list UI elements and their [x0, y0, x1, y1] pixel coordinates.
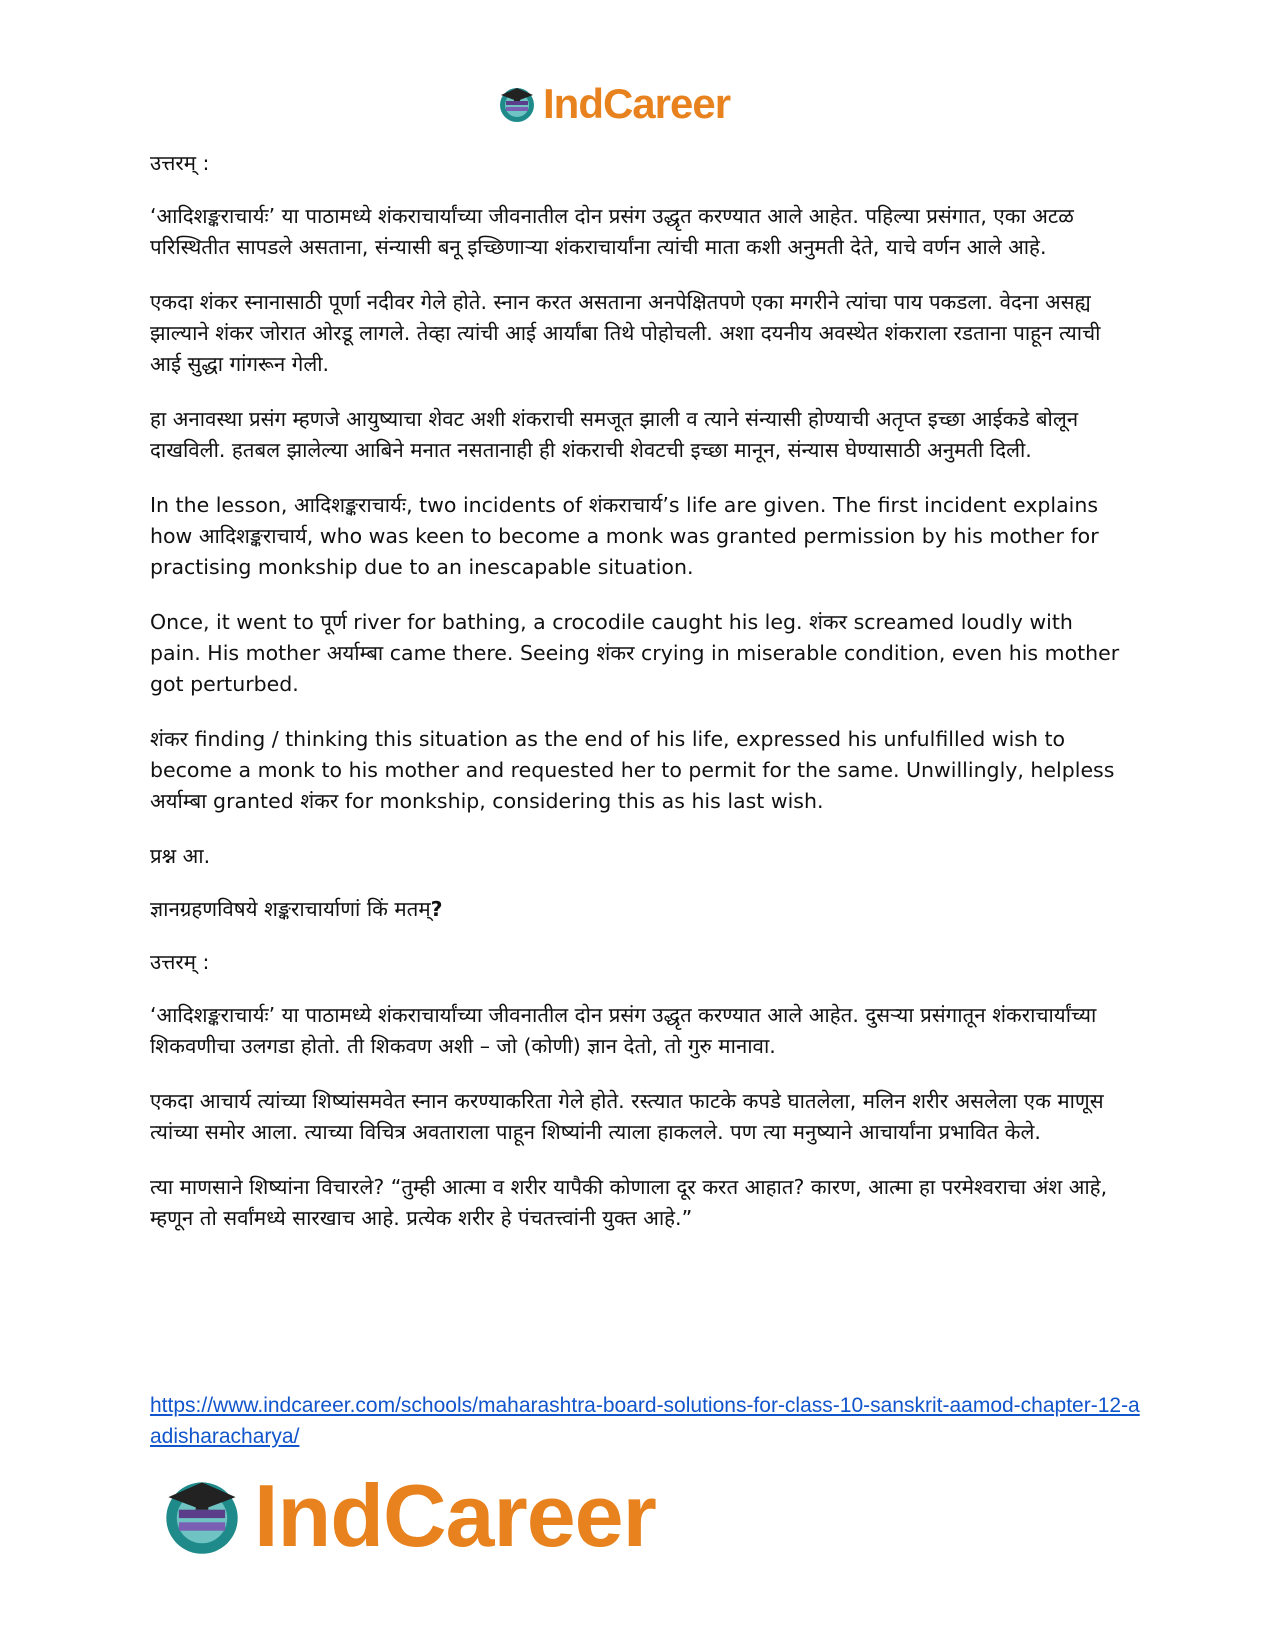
footer-logo	[160, 1465, 656, 1567]
answer-label: उत्तरम् :	[150, 151, 210, 175]
logo-text: IndCareer	[254, 1466, 656, 1565]
paragraph: ‘आदिशङ्कराचार्यः’ या पाठामध्ये शंकराचार्यांच्या जीवनातील दोन प्रसंग उद्धृत करण्यात आले आहेत. पहिल्या प्रसंगात, एका अटळ परिस्थितीत सापडले असताना, संन्यासी बनू इच्छिणाऱ्या शंकराचार्यांना त्यांची माता कशी अनुमती देते, याचे वर्णन आले आहे.	[150, 204, 1074, 259]
graduate-cap-icon	[160, 1474, 244, 1558]
document-body	[150, 148, 1130, 1258]
paragraph: ‘आदिशङ्कराचार्यः’ या पाठामध्ये शंकराचार्यांच्या जीवनातील दोन प्रसंग उद्धृत करण्यात आले आहेत. दुसऱ्या प्रसंगातून शंकराचार्यांच्या शिकवणीचा उलगडा होतो. ती शिकवण अशी – जो (कोणी) ज्ञान देतो, तो गुरु मानावा.	[150, 1003, 1097, 1058]
paragraph: त्या माणसाने शिष्यांना विचारले? “तुम्ही आत्मा व शरीर यापैकी कोणाला दूर करत आहात? कारण, आत्मा हा परमेश्वराचा अंश आहे, म्हणून तो सर्वांमध्ये सारखाच आहे. प्रत्येक शरीर हे पंचतत्त्वांनी युक्त आहे.”	[150, 1175, 1108, 1230]
paragraph: एकदा शंकर स्नानासाठी पूर्णा नदीवर गेले होते. स्नान करत असताना अनपेक्षितपणे एका मगरीने त्यांचा पाय पकडला. वेदना असह्य झाल्याने शंकर जोरात ओरडू लागले. तेव्हा त्यांची आई आर्यांबा तिथे पोहोचली. अशा दयनीय अवस्थेत शंकराला रडताना पाहून त्याची आई सुद्धा गांगरून गेली.	[150, 290, 1101, 376]
source-link[interactable]: https://www.indcareer.com/schools/maharashtra-board-solutions-for-class-10-sanskrit-aamod-chapter-12-aadisharacharya/	[150, 1394, 1140, 1448]
question-label: प्रश्न आ.	[150, 844, 211, 868]
paragraph-english: In the lesson, आदिशङ्कराचार्यः, two incidents of शंकराचार्य’s life are given. The first incident explains how आदिशङ्कराचार्य, who was keen to become a monk was granted permission by his mother for practising monkship due to an inescapable situation.	[150, 493, 1099, 579]
logo-text: IndCareer	[543, 80, 731, 127]
paragraph-english: शंकर finding / thinking this situation as the end of his life, expressed his unfulfilled wish to become a monk to his mother and requested her to permit for the same. Unwillingly, helpless अर्याम्बा granted शंकर for monkship, considering this as his last wish.	[150, 727, 1115, 813]
question-text	[150, 894, 1130, 925]
paragraph-english: Once, it went to पूर्ण river for bathing, a crocodile caught his leg. शंकर screamed loudly with pain. His mother अर्याम्बा came there. Seeing शंकर crying in miserable condition, even his mother got perturbed.	[150, 610, 1120, 696]
question-body: ज्ञानग्रहणविषये शङ्कराचार्याणां किं मतम्	[150, 897, 431, 921]
header-logo	[497, 80, 730, 128]
paragraph: हा अनावस्था प्रसंग म्हणजे आयुष्याचा शेवट अशी शंकराची समजूत झाली व त्याने संन्यासी होण्याची अतृप्त इच्छा आईकडे बोलून दाखविली. हतबल झालेल्या आबिने मनात नसतानाही ही शंकराची शेवटची इच्छा मानून, संन्यास घेण्यासाठी अनुमती दिली.	[150, 407, 1079, 462]
answer-label: उत्तरम् :	[150, 950, 210, 974]
graduate-cap-icon	[497, 84, 537, 124]
paragraph: एकदा आचार्य त्यांच्या शिष्यांसमवेत स्नान करण्याकरिता गेले होते. रस्त्यात फाटके कपडे घातलेला, मलिन शरीर असलेला एक माणूस त्यांच्या समोर आला. त्याच्या विचित्र अवताराला पाहून शिष्यांनी त्याला हाकलले. पण त्या मनुष्याने आचार्यांना प्रभावित केले.	[150, 1089, 1104, 1144]
question-mark: ?	[430, 897, 443, 921]
